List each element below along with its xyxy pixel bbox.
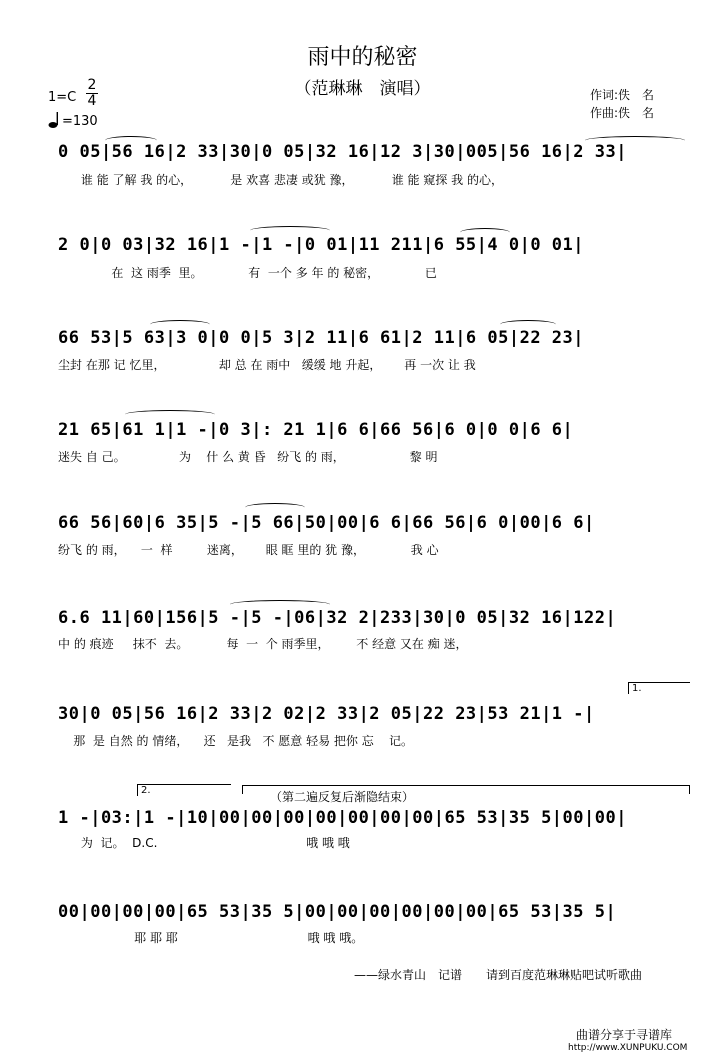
- score-system-3: 66 53|5 63|3 0|0 0|5 3|2 11|6 61|2 11|6 05|22 23|: [58, 328, 585, 348]
- key-signature: 1=C: [48, 90, 77, 105]
- score-system-7: 30|0 05|56 16|2 33|2 02|2 33|2 05|22 23|53 21|1 -|: [58, 704, 595, 724]
- time-signature-bottom: 4: [87, 93, 97, 109]
- slur-mark: [460, 228, 510, 237]
- score-system-8: 1 -|03:|1 -|10|00|00|00|00|00|00|00|65 53|35 5|00|00|: [58, 808, 627, 828]
- coda-note: （第二遍反复后渐隐结束）: [270, 790, 415, 804]
- tempo-value: =130: [62, 114, 98, 129]
- time-signature: [86, 78, 98, 109]
- lyric-line-6: 中 的 痕迹 抹不 去。 每 一 个 雨季里， 不 经意 又在 痴 迷，: [58, 637, 468, 651]
- lyric-line-1: 谁 能 了解 我 的心， 是 欢喜 悲凄 或犹 豫， 谁 能 窥探 我 的心，: [58, 173, 503, 187]
- song-subtitle: （范琳琳 演唱）: [294, 79, 431, 99]
- lyric-line-7: 那 是 自然 的 情绪， 还 是我 不 愿意 轻易 把你 忘 记。: [58, 734, 413, 748]
- score-system-5: 66 56|60|6 35|5 -|5 66|50|00|6 6|66 56|6 0|00|6 6|: [58, 513, 595, 533]
- slur-mark: [245, 503, 305, 512]
- score-system-9: 00|00|00|00|65 53|35 5|00|00|00|00|00|00|65 53|35 5|: [58, 902, 617, 922]
- slur-mark: [125, 410, 215, 419]
- tempo-marking: [48, 112, 98, 129]
- score-system-4: 21 65|61 1|1 -|0 3|: 21 1|6 6|66 56|6 0|0 0|6 6|: [58, 420, 574, 440]
- transcriber-credit: ——绿水青山 记谱 请到百度范琳琳贴吧试听歌曲: [354, 968, 643, 982]
- site-watermark: 曲谱分享于寻谱库: [576, 1028, 673, 1042]
- score-system-6: 6.6 11|60|156|5 -|5 -|06|32 2|233|30|0 05|32 16|122|: [58, 608, 617, 628]
- lyric-line-8: 为 记。 D.C. 哦 哦 哦: [58, 836, 350, 850]
- score-system-2: 2 0|0 03|32 16|1 -|1 -|0 01|11 211|6 55|4 0|0 01|: [58, 235, 585, 255]
- second-ending-volta: 2.: [137, 784, 231, 796]
- quarter-note-icon: [48, 112, 62, 128]
- lyricist-credit: 作词:佚 名: [590, 88, 655, 102]
- lyric-line-2: 在 这 雨季 里。 有 一个 多 年 的 秘密， 已: [58, 266, 437, 280]
- lyric-line-3: 尘封 在那 记 忆里， 却 总 在 雨中 缓缓 地 升起， 再 一次 让 我: [58, 358, 476, 372]
- lyric-line-5: 纷飞 的 雨， 一 样 迷离， 眼 眶 里的 犹 豫， 我 心: [58, 543, 439, 557]
- slur-mark: [585, 136, 685, 145]
- first-ending-volta: 1.: [628, 682, 690, 694]
- site-url[interactable]: http://www.XUNPUKU.COM: [568, 1043, 688, 1053]
- slur-mark: [105, 136, 157, 145]
- score-system-1: 0 05|56 16|2 33|30|0 05|32 16|12 3|30|005|56 16|2 33|: [58, 142, 627, 162]
- slur-mark: [230, 600, 330, 609]
- composer-credit: 作曲:佚 名: [590, 106, 655, 120]
- time-signature-top: 2: [87, 77, 97, 93]
- lyric-line-4: 迷失 自 己。 为 什 么 黄 昏 纷飞 的 雨， 黎 明: [58, 450, 438, 464]
- slur-mark: [500, 320, 556, 329]
- lyric-line-9: 耶 耶 耶 哦 哦 哦。: [58, 931, 364, 945]
- song-title: 雨中的秘密: [307, 45, 418, 70]
- credits-block: [590, 86, 654, 122]
- slur-mark: [250, 226, 330, 235]
- slur-mark: [150, 320, 210, 329]
